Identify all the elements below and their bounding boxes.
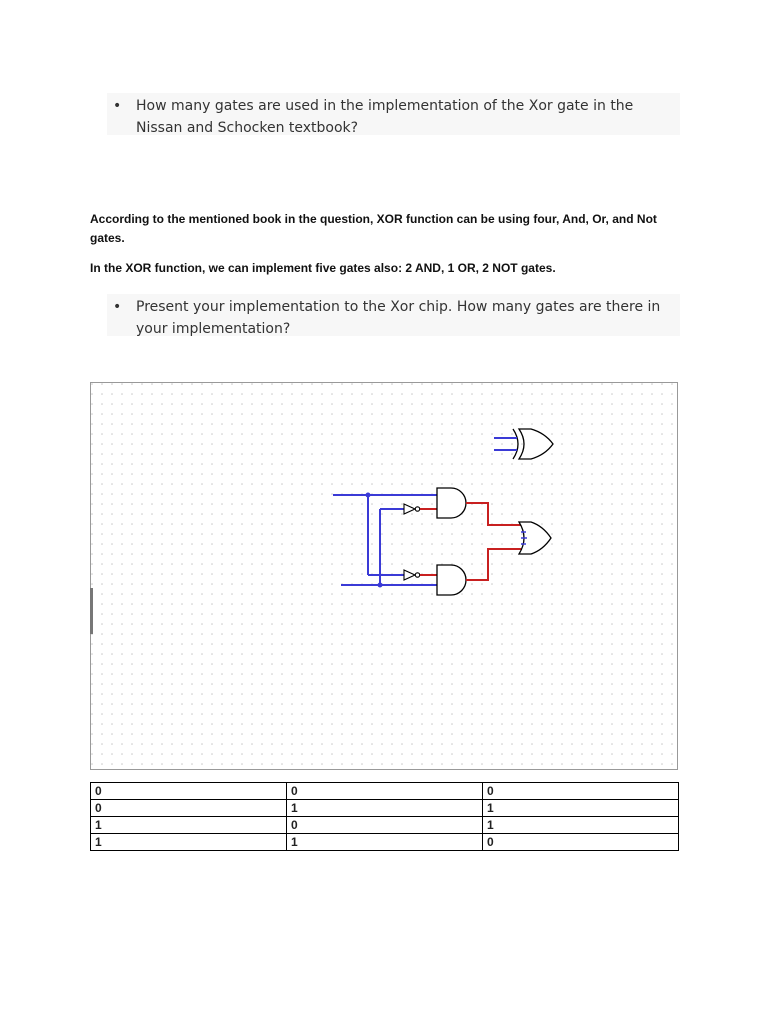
table-cell: 0 [91,800,287,817]
table-cell: 1 [483,800,679,817]
question-2 [107,294,680,336]
bullet: • [113,299,122,315]
table-cell: 1 [91,817,287,834]
table-cell: 1 [287,800,483,817]
table-cell: 0 [91,783,287,800]
table-cell: 0 [483,834,679,851]
table-row [91,800,679,817]
wire-junction [378,583,383,588]
table-cell: 1 [91,834,287,851]
answer-2: In the XOR function, we can implement five gates also: 2 AND, 1 OR, 2 NOT gates. [90,261,556,275]
table-cell: 0 [287,817,483,834]
table-cell: 1 [287,834,483,851]
scroll-marker [90,588,93,634]
circuit-diagram [90,382,678,770]
table-cell: 1 [483,817,679,834]
and-gate-icon [437,565,466,595]
answer-1: According to the mentioned book in the question, XOR function can be using four, And, Or, and Not gates. [90,212,657,245]
question-1 [107,93,680,135]
wire-junction [366,493,371,498]
table-row [91,834,679,851]
bullet: • [113,98,122,114]
question-2-text: Present your implementation to the Xor chip. How many gates are there in your implementation? [136,299,661,337]
and-gate-icon [437,488,466,518]
table-cell: 0 [287,783,483,800]
circuit-canvas [91,383,677,769]
question-1-text: How many gates are used in the implementation of the Xor gate in the Nissan and Schocken textbook? [136,98,634,136]
table-cell: 0 [483,783,679,800]
table-row [91,783,679,800]
truth-table [90,782,679,851]
table-row [91,817,679,834]
